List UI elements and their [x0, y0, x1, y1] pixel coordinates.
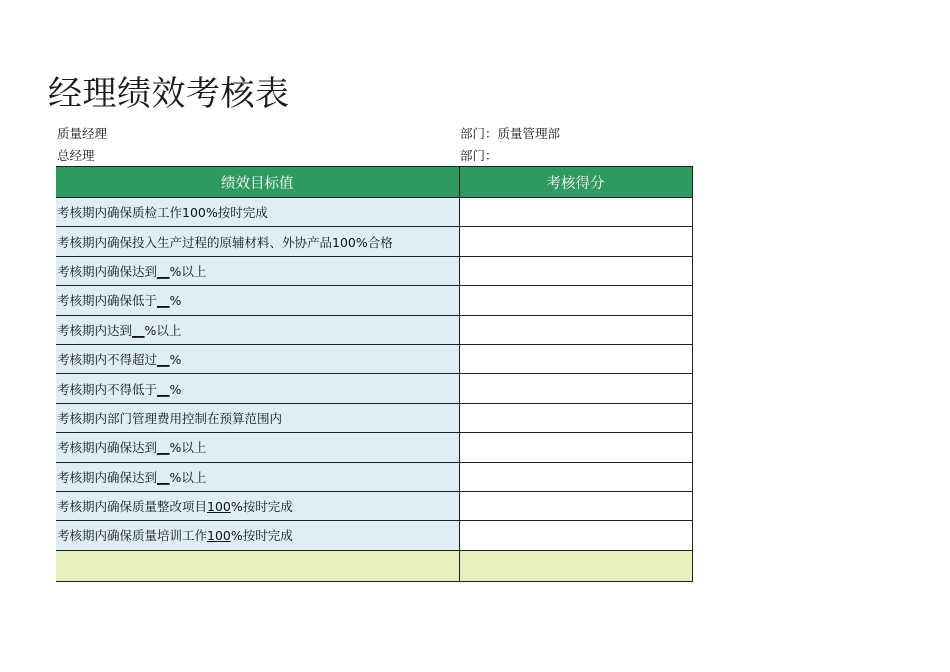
goal-suffix: %以上 [169, 440, 207, 456]
goal-blank: __ [157, 469, 170, 485]
table-row [56, 433, 692, 462]
goal-suffix: %按时完成 [230, 499, 293, 515]
score-cell[interactable] [459, 227, 692, 256]
goal-blank: __ [132, 322, 145, 338]
goal-cell [56, 462, 459, 491]
header-score: 考核得分 [459, 167, 692, 198]
goal-blank: __ [157, 381, 170, 397]
total-score-cell[interactable] [459, 550, 692, 581]
goal-blank: 100 [207, 499, 231, 515]
total-row [56, 550, 692, 581]
total-goal-cell [56, 550, 459, 581]
goal-suffix: %以上 [169, 263, 207, 279]
score-cell[interactable] [459, 344, 692, 373]
score-cell[interactable] [459, 286, 692, 315]
score-cell[interactable] [459, 374, 692, 403]
table-row [56, 491, 692, 520]
goal-suffix: % [169, 352, 182, 368]
goal-suffix: %以上 [169, 469, 207, 485]
reviewer-label: 总经理 [57, 148, 95, 163]
table-row [56, 286, 692, 315]
score-cell[interactable] [459, 256, 692, 285]
goal-suffix: %以上 [144, 322, 182, 338]
score-cell[interactable] [459, 491, 692, 520]
goal-text: 考核期内达到 [57, 322, 133, 338]
goal-cell [56, 256, 459, 285]
goal-text: 考核期内确保质量培训工作 [57, 528, 208, 544]
goal-cell [56, 315, 459, 344]
assessment-table [56, 166, 693, 582]
score-cell[interactable] [459, 403, 692, 432]
goal-suffix: % [169, 293, 182, 309]
score-cell[interactable] [459, 433, 692, 462]
table-row [56, 198, 692, 227]
goal-cell [56, 344, 459, 373]
table-row [56, 462, 692, 491]
table-row [56, 374, 692, 403]
table-row [56, 521, 692, 550]
table-row [56, 256, 692, 285]
position-label: 质量经理 [57, 126, 108, 141]
page-title: 经理绩效考核表 [48, 74, 290, 114]
goal-suffix: %按时完成 [230, 528, 293, 544]
goal-blank: __ [157, 440, 170, 456]
goal-cell [56, 227, 459, 256]
goal-text: 考核期内确保投入生产过程的原辅材料、外协产品100%合格 [57, 234, 393, 250]
goal-text: 考核期内部门管理费用控制在预算范围内 [57, 410, 283, 426]
goal-text: 考核期内确保低于 [57, 293, 158, 309]
goal-text: 考核期内确保达到 [57, 440, 158, 456]
goal-cell [56, 374, 459, 403]
goal-text: 考核期内不得超过 [57, 352, 158, 368]
goal-cell [56, 433, 459, 462]
goal-text: 考核期内确保达到 [57, 263, 158, 279]
reviewer-department: 部门： [460, 148, 498, 163]
goal-blank: __ [157, 263, 170, 279]
goal-text: 考核期内确保达到 [57, 469, 158, 485]
position-department: 部门：质量管理部 [460, 126, 561, 141]
goal-cell [56, 491, 459, 520]
score-cell[interactable] [459, 315, 692, 344]
goal-cell [56, 198, 459, 227]
goal-cell [56, 286, 459, 315]
score-cell[interactable] [459, 462, 692, 491]
table-row [56, 344, 692, 373]
goal-suffix: % [169, 381, 182, 397]
goal-blank: __ [157, 352, 170, 368]
goal-blank: 100 [207, 528, 231, 544]
table-header-row [56, 167, 692, 198]
table-row [56, 315, 692, 344]
goal-text: 考核期内确保质量整改项目 [57, 499, 208, 515]
table-row [56, 403, 692, 432]
goal-text: 考核期内不得低于 [57, 381, 158, 397]
goal-blank: __ [157, 293, 170, 309]
score-cell[interactable] [459, 198, 692, 227]
goal-cell [56, 403, 459, 432]
goal-text: 考核期内确保质检工作100%按时完成 [57, 205, 268, 221]
header-goal: 绩效目标值 [56, 167, 459, 198]
table-row [56, 227, 692, 256]
score-cell[interactable] [459, 521, 692, 550]
goal-cell [56, 521, 459, 550]
